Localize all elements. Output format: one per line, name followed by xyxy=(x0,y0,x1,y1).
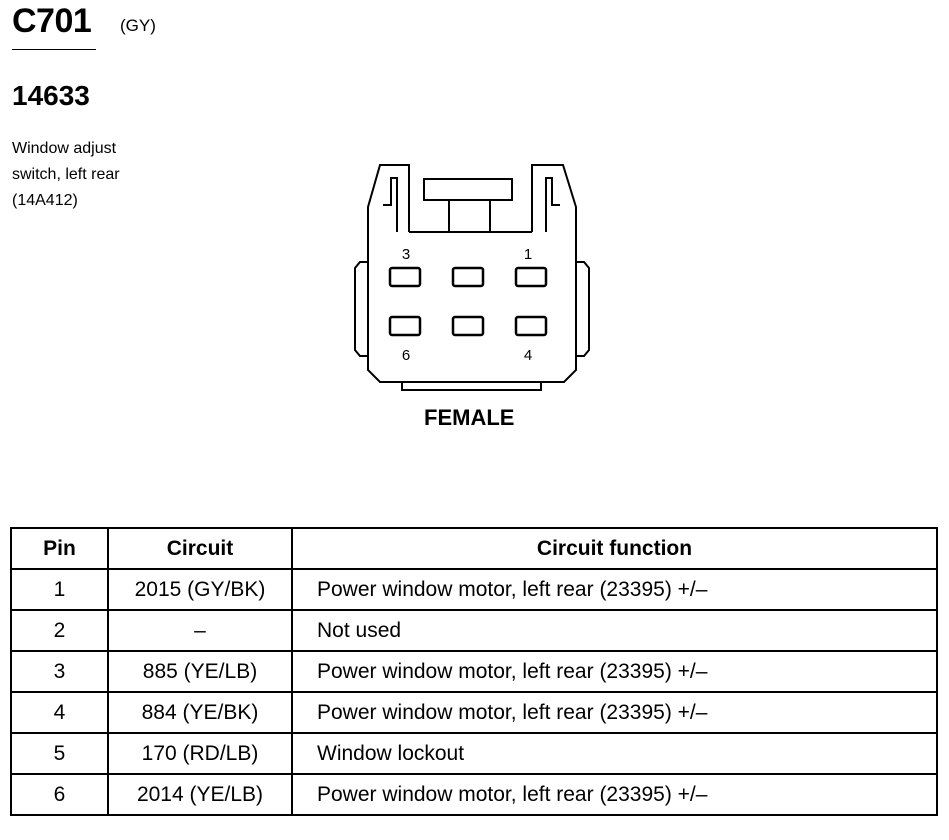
pin-table xyxy=(10,527,938,816)
pin-cavity xyxy=(516,268,546,286)
pin-cell: 6 xyxy=(11,774,108,815)
connector-gender-label: FEMALE xyxy=(424,405,515,430)
pin-cell: 4 xyxy=(11,692,108,733)
pin-number-label: 1 xyxy=(523,246,533,263)
header-circuit-function: Circuit function xyxy=(292,528,937,569)
table-row xyxy=(11,692,937,733)
pin-cavity xyxy=(390,317,420,335)
pin-cell: 5 xyxy=(11,733,108,774)
pin-cell: 1 xyxy=(11,569,108,610)
circuit-cell: 2014 (YE/LB) xyxy=(108,774,292,815)
function-cell: Window lockout xyxy=(292,733,937,774)
pin-cavity xyxy=(516,317,546,335)
circuit-cell: 885 (YE/LB) xyxy=(108,651,292,692)
circuit-cell: 170 (RD/LB) xyxy=(108,733,292,774)
table-header-row xyxy=(11,528,937,569)
function-cell: Power window motor, left rear (23395) +/– xyxy=(292,569,937,610)
pin-number-label: 4 xyxy=(523,347,533,364)
description-line: (14A412) xyxy=(12,192,78,209)
connector-slot-left xyxy=(383,178,397,232)
pin-cell: 2 xyxy=(11,610,108,651)
table-row xyxy=(11,610,937,651)
pin-cavity xyxy=(453,317,483,335)
table-row xyxy=(11,569,937,610)
function-cell: Power window motor, left rear (23395) +/– xyxy=(292,692,937,733)
connector-slot-right xyxy=(546,178,560,232)
function-cell: Power window motor, left rear (23395) +/– xyxy=(292,651,937,692)
connector-foot xyxy=(402,382,541,390)
connector-key-stem xyxy=(449,200,490,232)
pin-cell: 3 xyxy=(11,651,108,692)
pin-cavity xyxy=(453,268,483,286)
description-line: switch, left rear xyxy=(12,166,120,183)
part-number: 14633 xyxy=(12,80,90,111)
table-row xyxy=(11,774,937,815)
circuit-cell: 884 (YE/BK) xyxy=(108,692,292,733)
function-cell: Power window motor, left rear (23395) +/– xyxy=(292,774,937,815)
pin-cavity xyxy=(390,268,420,286)
function-cell: Not used xyxy=(292,610,937,651)
circuit-cell: – xyxy=(108,610,292,651)
connector-id: C701 xyxy=(12,2,92,40)
pin-number-label: 3 xyxy=(401,246,411,263)
connector-key xyxy=(424,179,512,200)
header-pin: Pin xyxy=(11,528,108,569)
connector-side-latch-right xyxy=(576,262,589,356)
connector-color-code: (GY) xyxy=(120,16,156,35)
pin-number-label: 6 xyxy=(401,347,411,364)
description-line: Window adjust xyxy=(12,140,117,157)
header-circuit: Circuit xyxy=(108,528,292,569)
table-row xyxy=(11,733,937,774)
circuit-cell: 2015 (GY/BK) xyxy=(108,569,292,610)
connector-side-latch-left xyxy=(355,262,368,356)
table-row xyxy=(11,651,937,692)
